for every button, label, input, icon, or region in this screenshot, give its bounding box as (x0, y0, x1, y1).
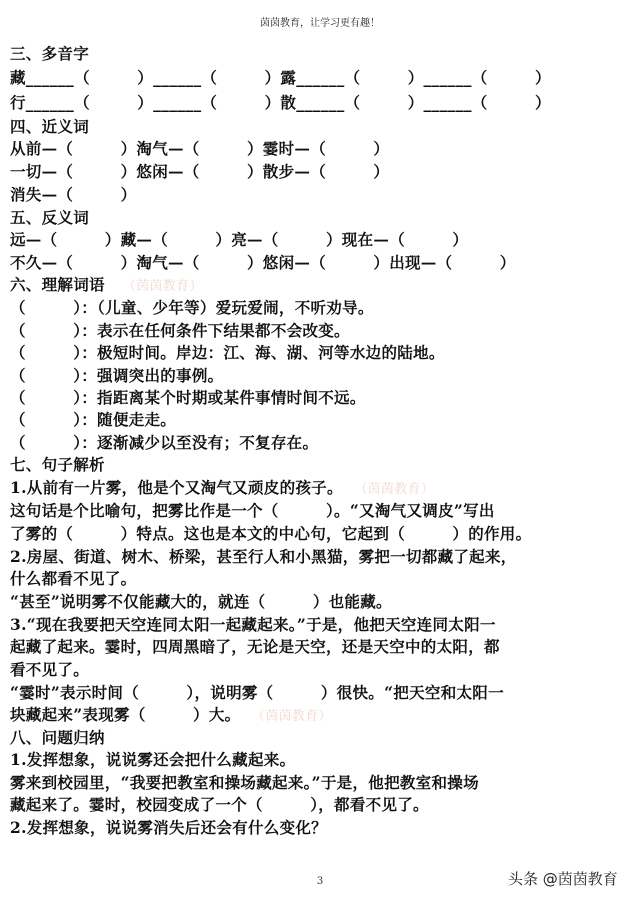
text-line: “甚至”说明雾不仅能藏大的，就连（ ）也能藏。 (10, 592, 392, 611)
text-line: 看不见了。 (10, 660, 90, 679)
text-line: 藏______（ ）______（ ）露______（ ）______（ ） (10, 68, 551, 87)
page-header: 茵茵教育，让学习更有趣！ (260, 18, 380, 29)
text-line: 1.从前有一片雾，他是个又淘气又顽皮的孩子。 （茵茵教育） (10, 478, 435, 497)
text-line: 起藏了起来。霎时，四周黑暗了，无论是天空，还是天空中的太阳，都 (10, 637, 500, 656)
text-line: 八、问题归纳 (10, 728, 105, 747)
text-line: 藏起来了。霎时，校园变成了一个（ ），都看不见了。 (10, 795, 429, 814)
text-line: 远—（ ）藏—（ ）亮—（ ）现在—（ ） (10, 230, 469, 249)
text-line: 六、理解词语 （茵茵教育） (10, 275, 203, 294)
text-line: （ ）：（儿童、少年等）爱玩爱闹，不听劝导。 (10, 298, 374, 317)
text-line: 四、近义词 (10, 117, 90, 136)
text-line: 3.“现在我要把天空连同太阳一起藏起来。”于是，他把天空连同太阳一 (10, 615, 496, 634)
text-line: （ ）：指距离某个时期或某件事情时间不远。 (10, 388, 366, 407)
text-line: 一切—（ ）悠闲—（ ）散步—（ ） (10, 162, 390, 181)
text-line: 不久—（ ）淘气—（ ）悠闲—（ ）出现—（ ） (10, 253, 516, 272)
text-line: （ ）：强调突出的事例。 (10, 366, 224, 385)
text-line: 从前—（ ）淘气—（ ）霎时—（ ） (10, 139, 390, 158)
watermark-text: （茵茵教育） (258, 709, 332, 724)
text-line: 三、多音字 (10, 44, 90, 63)
text-line: 什么都看不见了。 (10, 569, 137, 588)
text-line: （ ）：随便走走。 (10, 410, 177, 429)
text-line: （ ）：表示在任何条件下结果都不会改变。 (10, 321, 350, 340)
text-line: 消失—（ ） (10, 185, 137, 204)
text-line: 2.发挥想象，说说雾消失后还会有什么变化？ (10, 818, 327, 837)
text-line: 雾来到校园里，“我要把教室和操场藏起来。”于是，他把教室和操场 (10, 773, 479, 792)
text-line: （ ）：极短时间。岸边：江、海、湖、河等水边的陆地。 (10, 343, 445, 362)
text-line: “霎时”表示时间（ ），说明雾（ ）很快。“把天空和太阳一 (10, 683, 504, 702)
source-credit: 头条 @茵茵教育 (508, 870, 618, 888)
text-line: 了雾的（ ）特点。这也是本文的中心句，它起到（ ）的作用。 (10, 524, 532, 543)
text-line: 这句话是个比喻句，把雾比作是一个（ ）。“又淘气又调皮”写出 (10, 501, 495, 520)
watermark-text: （茵茵教育） (360, 482, 435, 497)
text-line: 块藏起来”表现雾（ ）大。 （茵茵教育） (10, 705, 332, 724)
text-line: 七、句子解析 (10, 455, 105, 474)
watermark-text: （茵茵教育） (122, 279, 203, 294)
text-line: 1.发挥想象，说说雾还会把什么藏起来。 (10, 750, 296, 769)
text-line: （ ）：逐渐减少以至没有；不复存在。 (10, 433, 319, 452)
page-number: 3 (316, 876, 324, 887)
text-line: 五、反义词 (10, 208, 90, 227)
text-line: 2.房屋、街道、树木、桥梁，甚至行人和小黑猫，雾把一切都藏了起来， (10, 547, 517, 566)
text-line: 行______（ ）______（ ）散______（ ）______（ ） (10, 93, 551, 112)
